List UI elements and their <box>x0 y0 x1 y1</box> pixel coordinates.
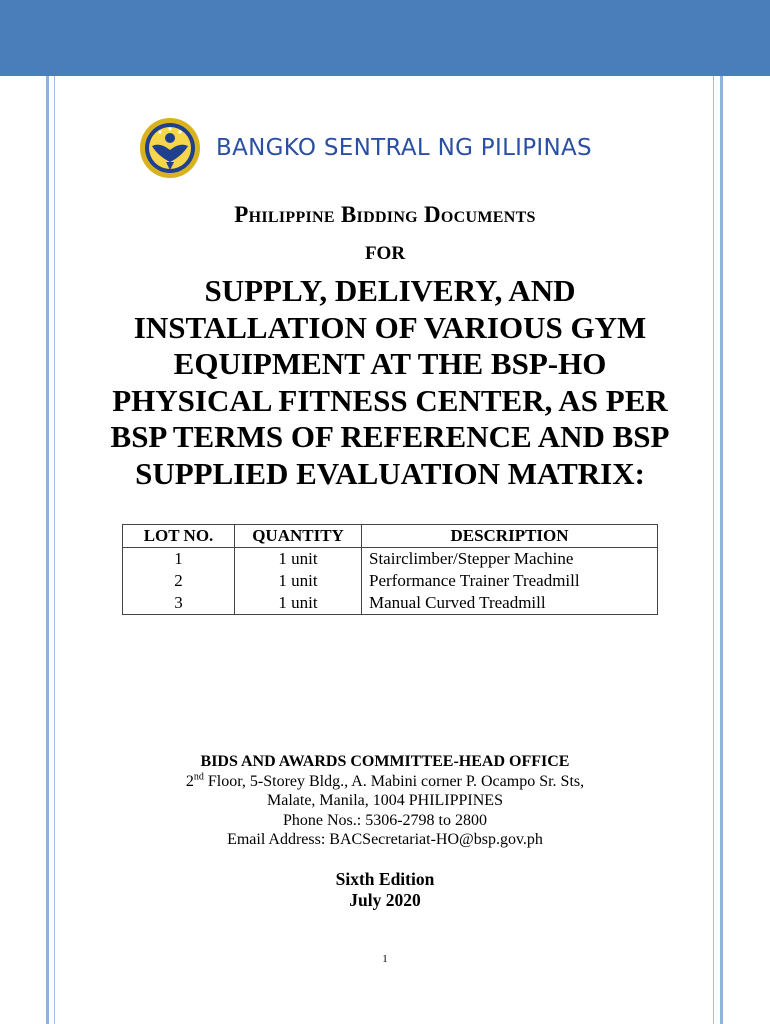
address-line-1 <box>0 772 770 792</box>
column-header-quantity: QUANTITY <box>235 525 362 548</box>
lot-quantity: 1 unit <box>235 548 362 571</box>
bsp-seal-icon <box>138 116 202 180</box>
edition-block <box>0 869 770 911</box>
lot-number: 3 <box>123 592 235 615</box>
edition-label: Sixth Edition <box>335 869 435 889</box>
lot-description: Stairclimber/Stepper Machine <box>362 548 658 571</box>
bank-header <box>138 115 592 181</box>
phone-numbers: Phone Nos.: 5306-2798 to 2800 <box>283 811 487 829</box>
lot-number: 1 <box>123 548 235 571</box>
office-address-block <box>0 752 770 850</box>
table-row <box>123 548 658 571</box>
floor-number: 2 <box>185 772 194 790</box>
lots-table <box>122 524 658 615</box>
lot-number: 2 <box>123 570 235 592</box>
top-banner <box>0 0 770 76</box>
table-header-row <box>123 525 658 548</box>
lot-quantity: 1 unit <box>235 570 362 592</box>
email-address: Email Address: BACSecretariat-HO@bsp.gov.ph <box>227 831 543 848</box>
column-header-lot: LOT NO. <box>123 525 235 548</box>
lot-description: Manual Curved Treadmill <box>362 592 658 615</box>
page-number: 1 <box>382 953 388 965</box>
floor-suffix: nd <box>193 771 204 783</box>
for-label: FOR <box>364 243 406 264</box>
lot-quantity: 1 unit <box>235 592 362 615</box>
document-type: Philippine Bidding Documents <box>234 202 536 227</box>
office-heading: BIDS AND AWARDS COMMITTEE-HEAD OFFICE <box>200 753 570 770</box>
edition-date: July 2020 <box>349 890 421 910</box>
lot-description: Performance Trainer Treadmill <box>362 570 658 592</box>
table-row <box>123 570 658 592</box>
table-row <box>123 592 658 615</box>
address-line-2: Malate, Manila, 1004 PHILIPPINES <box>267 792 503 809</box>
document-title: SUPPLY, DELIVERY, AND INSTALLATION OF VARIOUS GYM EQUIPMENT AT THE BSP-HO PHYSICAL FITNESS CENTER, AS PER BSP TERMS OF REFERENCE AND BSP SUPPLIED EVALUATION MATRIX: <box>110 273 670 491</box>
address-line-1-rest: Floor, 5-Storey Bldg., A. Mabini corner P. Ocampo Sr. Sts, <box>203 772 585 790</box>
column-header-description: DESCRIPTION <box>362 525 658 548</box>
bank-name: BANGKO SENTRAL NG PILIPINAS <box>216 135 592 161</box>
